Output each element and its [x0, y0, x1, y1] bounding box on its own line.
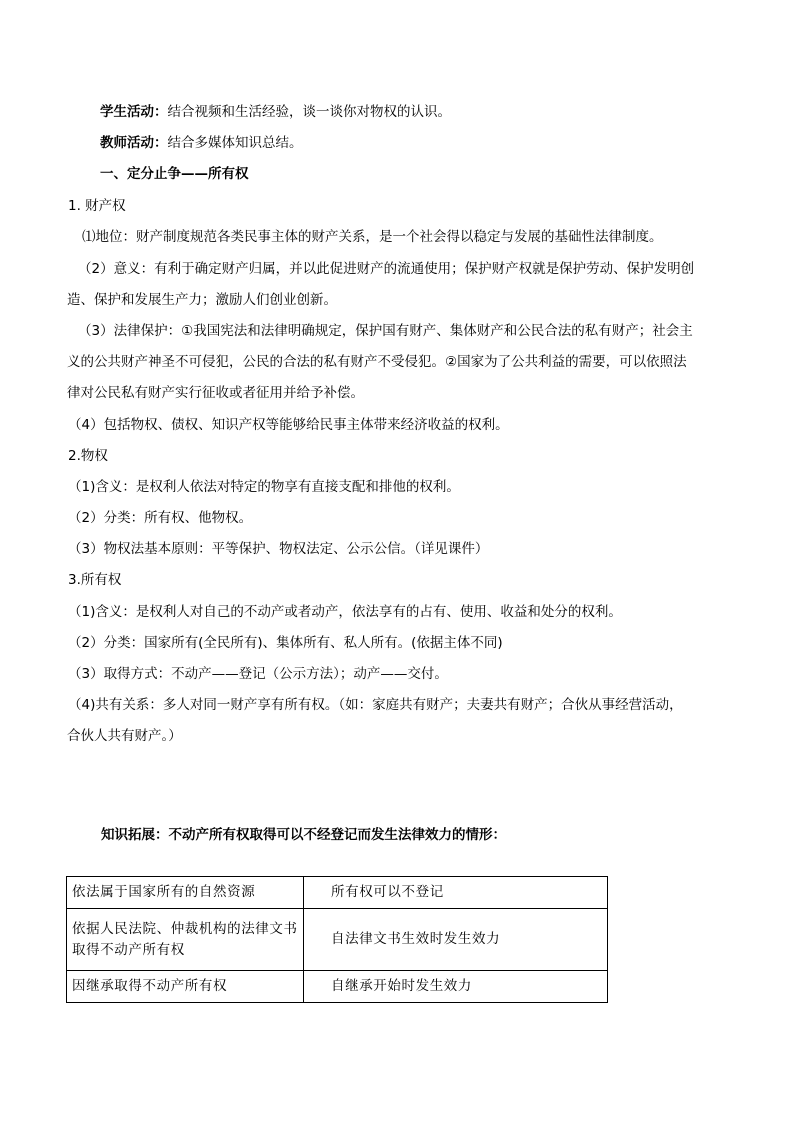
table-row [67, 877, 608, 909]
paragraph-line: （1)含义：是权利人依法对特定的物享有直接支配和排他的权利。 [68, 479, 460, 495]
paragraph-line: （2）分类：所有权、他物权。 [68, 510, 253, 526]
table-cell-case: 因继承取得不动产所有权 [67, 971, 304, 1003]
student-activity-text: 结合视频和生活经验，谈一谈你对物权的认识。 [167, 104, 451, 120]
student-activity-line [100, 103, 451, 121]
table-cell-effect: 所有权可以不登记 [304, 877, 608, 909]
extension-table [66, 876, 608, 1003]
table-cell-case: 依据人民法院、仲裁机构的法律文书取得不动产所有权 [67, 909, 304, 971]
paragraph-line: （1)含义：是权利人对自己的不动产或者动产，依法享有的占有、使用、收益和处分的权利。 [68, 604, 622, 620]
table-row [67, 909, 608, 971]
paragraph-line: （3）物权法基本原则：平等保护、物权法定、公示公信。（详见课件） [68, 541, 489, 557]
paragraph-line: （2）分类：国家所有(全民所有)、集体所有、私人所有。(依据主体不同) [68, 635, 503, 651]
teacher-activity-line [100, 134, 303, 152]
paragraph-line: （4)共有关系：多人对同一财产享有所有权。（如：家庭共有财产；夫妻共有财产；合伙从事经营活动， [68, 697, 683, 713]
paragraph-line: ⑴地位：财产制度规范各类民事主体的财产关系，是一个社会得以稳定与发展的基础性法律制度。 [82, 229, 663, 245]
paragraph-line: 造、保护和发展生产力；激励人们创业创新。 [67, 292, 337, 308]
paragraph-line: （3）法律保护：①我国宪法和法律明确规定，保护国有财产、集体财产和公民合法的私有财产；社会主 [78, 323, 693, 339]
teacher-activity-label: 教师活动： [100, 135, 168, 151]
table-row [67, 971, 608, 1003]
paragraph-line: （4）包括物权、债权、知识产权等能够给民事主体带来经济收益的权利。 [68, 417, 509, 433]
heading-real-right: 2.物权 [68, 448, 108, 464]
paragraph-line: （3）取得方式：不动产——登记（公示方法）；动产——交付。 [68, 666, 448, 682]
heading-property-right: 1. 财产权 [68, 198, 126, 214]
teacher-activity-text: 结合多媒体知识总结。 [167, 135, 303, 151]
paragraph-line: 义的公共财产神圣不可侵犯，公民的合法的私有财产不受侵犯。②国家为了公共利益的需要，可以依照法 [67, 354, 687, 370]
table-cell-effect: 自继承开始时发生效力 [304, 971, 608, 1003]
paragraph-line: 律对公民私有财产实行征收或者征用并给予补偿。 [67, 385, 364, 401]
extension-title: 知识拓展：不动产所有权取得可以不经登记而发生法律效力的情形： [101, 827, 506, 843]
table-cell-case: 依法属于国家所有的自然资源 [67, 877, 304, 909]
heading-ownership: 3.所有权 [68, 572, 122, 588]
paragraph-line: 合伙人共有财产。） [67, 728, 182, 744]
table-cell-effect: 自法律文书生效时发生效力 [304, 909, 608, 971]
student-activity-label: 学生活动： [100, 104, 168, 120]
paragraph-line: （2）意义：有利于确定财产归属，并以此促进财产的流通使用；保护财产权就是保护劳动、保护发明创 [78, 261, 695, 277]
section-heading: 一、定分止争——所有权 [100, 166, 249, 182]
